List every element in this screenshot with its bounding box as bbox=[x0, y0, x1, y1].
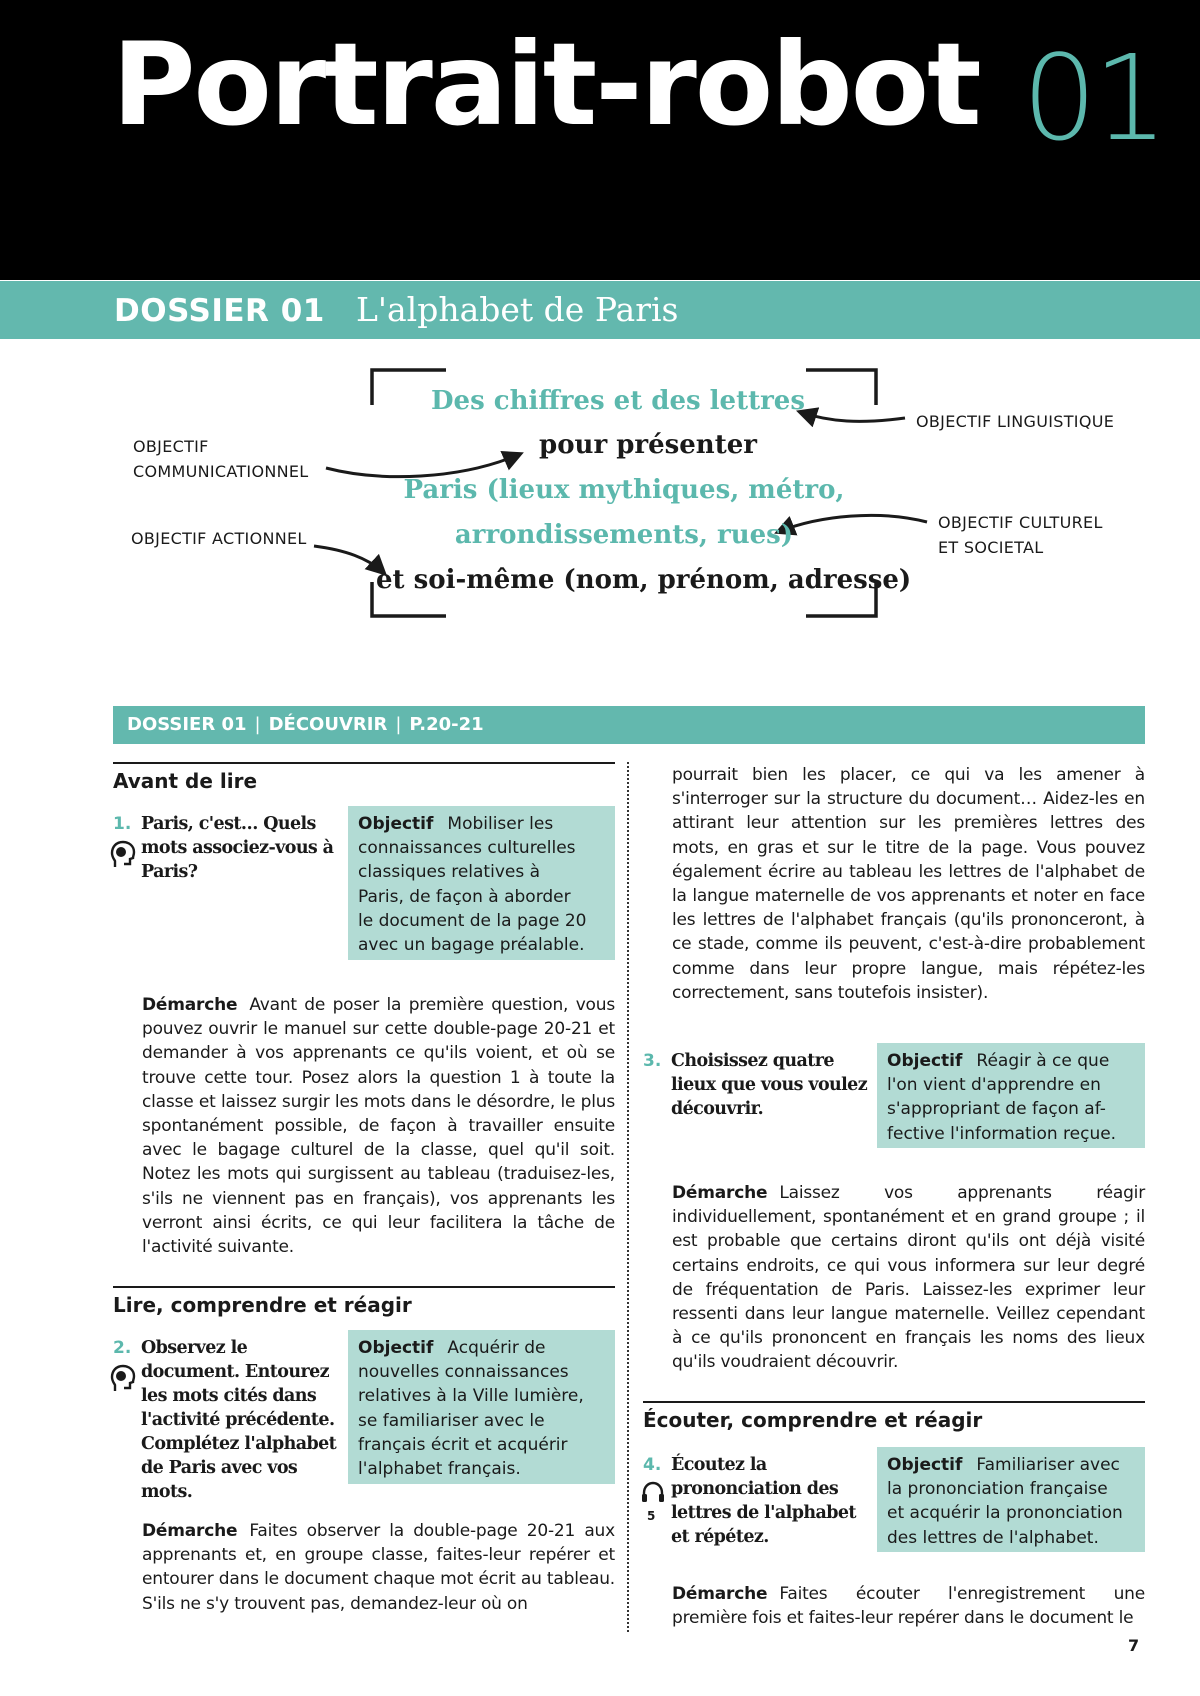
section-breadcrumb bbox=[127, 714, 484, 736]
headphones-icon bbox=[639, 1479, 667, 1507]
objective-actional: OBJECTIF ACTIONNEL bbox=[131, 529, 307, 548]
section-band bbox=[113, 706, 1145, 744]
demarche-text: Avant de poser la première question, vous pouvez ouvrir le manuel sur cette double-page 20-21 et demander à vos apprenants ce qu'ils voient, et où se trouve cette tour. Posez alors la question 1 à toute la classe et laissez surgir les mots dans le désordre, le plus spontanément possible, de façon à travailler ensuite avec le bagage culturel de la classe, quel qu'il soit. Notez les mots qui surgissent au tableau (traduisez-les, s'ils ne viennent pas en français), vos apprenants les verront ainsi écrits, ce qui leur facilitera la tâche de l'activité suivante. bbox=[142, 995, 615, 1258]
objective-cultural-line2: ET SOCIETAL bbox=[938, 538, 1044, 557]
activity-1 bbox=[113, 812, 343, 912]
page-title: Portrait-robot bbox=[112, 18, 980, 151]
objective-text: des lettres de l'alphabet. bbox=[887, 1527, 1099, 1548]
continued-paragraph: pourrait bien les placer, ce qui va les amener à s'interroger sur la structure du document… Aidez-les en attirant leur attention sur les premières lettres des mots, en gras et sur le titre de la page. Vous pouvez également écrire au tableau les lettres de l'alphabet de la langue maternelle de vos apprenants et noter en face les lettres de l'alphabet français (qu'ils prononceront, à ce stade, comme ils peuvent, c'est-à-dire probablement comme dans leur propre langue, mais répétez-les correctement, sans toutefois insister). bbox=[672, 765, 1145, 1003]
activity-number: 4. bbox=[643, 1455, 662, 1475]
diagram-line-1: Des chiffres et des lettres bbox=[431, 386, 805, 416]
activity-number: 1. bbox=[113, 814, 132, 834]
speaking-head-icon bbox=[109, 840, 137, 868]
objectives-diagram bbox=[0, 360, 1200, 630]
demarche-text: Faites écouter l'enregistrement une première fois et faites-leur repérer dans le document le bbox=[672, 1584, 1145, 1629]
question-line: Complétez l'alphabet bbox=[141, 1434, 337, 1454]
objective-box-1 bbox=[348, 806, 615, 960]
question-line: Paris, c'est… Quels bbox=[141, 814, 316, 834]
objective-text: l'alphabet français. bbox=[358, 1459, 521, 1480]
diagram-line-5: et soi-même (nom, prénom, adresse) bbox=[376, 565, 912, 595]
question-line: Paris? bbox=[141, 862, 198, 882]
question-line: prononciation des bbox=[671, 1479, 839, 1499]
question-line: Choisissez quatre bbox=[671, 1051, 834, 1071]
objective-text: Familiariser avec bbox=[976, 1455, 1120, 1475]
activity-question bbox=[141, 812, 333, 884]
question-line: document. Entourez bbox=[141, 1362, 329, 1382]
question-line: lettres de l'alphabet bbox=[671, 1503, 856, 1523]
diagram-line-2: pour présenter bbox=[539, 430, 757, 460]
objective-text: nouvelles connaissances bbox=[358, 1362, 569, 1383]
objective-text: classiques relatives à bbox=[358, 862, 541, 883]
dossier-band bbox=[0, 281, 1200, 339]
question-line: de Paris avec vos mots. bbox=[141, 1458, 298, 1502]
section-pages: P.20-21 bbox=[409, 714, 484, 735]
activity-number: 3. bbox=[643, 1051, 662, 1071]
demarche-text: Faites observer la double-page 20-21 aux apprenants et, en groupe classe, faites-leur repérer et entourer dans le document chaque mot écrit au tableau. S'ils ne s'y trouvent pas, demandez-leur où on bbox=[142, 1521, 615, 1614]
heading-avant-de-lire: Avant de lire bbox=[113, 762, 615, 794]
diagram-line-4: arrondissements, rues) bbox=[454, 520, 794, 550]
objective-label: Objectif bbox=[358, 814, 434, 834]
demarche-2 bbox=[142, 1519, 615, 1616]
objective-text: Mobiliser les bbox=[447, 814, 554, 834]
column-divider bbox=[627, 762, 629, 1632]
objective-cultural bbox=[938, 510, 1103, 560]
activity-number: 2. bbox=[113, 1338, 132, 1358]
question-line: lieux que vous voulez bbox=[671, 1075, 868, 1095]
question-line: Observez le bbox=[141, 1338, 248, 1358]
demarche-label: Démarche bbox=[142, 1521, 238, 1541]
objective-label: Objectif bbox=[887, 1051, 963, 1071]
demarche-label: Démarche bbox=[142, 995, 238, 1015]
objective-text: connaissances culturelles bbox=[358, 838, 576, 859]
objective-text: le document de la page 20 bbox=[358, 910, 587, 931]
dossier-label: DOSSIER 01 bbox=[114, 293, 325, 329]
demarche-label: Démarche bbox=[672, 1584, 768, 1604]
objective-label: Objectif bbox=[358, 1338, 434, 1358]
heading-lire-comprendre: Lire, comprendre et réagir bbox=[113, 1286, 615, 1318]
activity-question bbox=[671, 1049, 867, 1121]
demarche-4 bbox=[672, 1582, 1145, 1630]
demarche-3 bbox=[672, 1181, 1145, 1375]
objective-text: et acquérir la prononciation bbox=[887, 1503, 1123, 1524]
objective-text: Paris, de façon à aborder bbox=[358, 886, 571, 907]
objective-text: français écrit et acquérir bbox=[358, 1434, 568, 1455]
demarche-text: Laissez vos apprenants réagir individuellement, spontanément et en grand groupe ; il est probable que certains diront qu'ils ont déjà visité certains endroits, ce qui vous informera sur leur degré de fréquentation de Paris. Laissez-les exprimer leur ressenti dans leur langue maternelle. Veillez cependant à ce qu'ils prononcent en français les noms des lieux qu'ils voudraient découvrir. bbox=[672, 1183, 1145, 1373]
chapter-number: 01 bbox=[1022, 29, 1165, 167]
heading-ecouter-comprendre: Écouter, comprendre et réagir bbox=[643, 1401, 1145, 1433]
objective-text: relatives à la Ville lumière, bbox=[358, 1386, 584, 1407]
diagram-line-3: Paris (lieux mythiques, métro, bbox=[403, 475, 845, 505]
section-separator: | bbox=[254, 714, 261, 735]
objective-communicational-line2: COMMUNICATIONNEL bbox=[133, 462, 309, 481]
demarche-label: Démarche bbox=[672, 1183, 768, 1203]
page-number: 7 bbox=[1128, 1636, 1140, 1655]
question-line: les mots cités dans bbox=[141, 1386, 317, 1406]
activity-3 bbox=[643, 1049, 873, 1129]
section-dossier: DOSSIER 01 bbox=[127, 714, 247, 735]
objective-text: avec un bagage préalable. bbox=[358, 935, 585, 956]
question-line: découvrir. bbox=[671, 1099, 764, 1119]
question-line: et répétez. bbox=[671, 1527, 769, 1547]
objective-linguistic: OBJECTIF LINGUISTIQUE bbox=[916, 412, 1115, 431]
objective-text: fective l'information reçue. bbox=[887, 1123, 1117, 1144]
objective-text: s'appropriant de façon af- bbox=[887, 1099, 1106, 1120]
objective-cultural-line1: OBJECTIF CULTUREL bbox=[938, 513, 1103, 532]
objective-text: se familiariser avec le bbox=[358, 1410, 545, 1431]
question-line: l'activité précédente. bbox=[141, 1410, 335, 1430]
activity-4 bbox=[643, 1453, 873, 1553]
objective-box-3 bbox=[877, 1043, 1145, 1148]
objective-box-2 bbox=[348, 1330, 615, 1484]
objective-communicational bbox=[133, 434, 309, 484]
objective-label: Objectif bbox=[887, 1455, 963, 1475]
question-line: mots associez-vous à bbox=[141, 838, 334, 858]
objective-box-4 bbox=[877, 1447, 1145, 1552]
objective-communicational-line1: OBJECTIF bbox=[133, 437, 209, 456]
section-separator: | bbox=[395, 714, 402, 735]
section-part: DÉCOUVRIR bbox=[268, 714, 388, 735]
objective-text: l'on vient d'apprendre en bbox=[887, 1075, 1101, 1096]
dossier-subtitle: L'alphabet de Paris bbox=[356, 290, 679, 329]
objective-text: Acquérir de bbox=[447, 1338, 546, 1358]
title-band bbox=[0, 0, 1200, 280]
activity-2 bbox=[113, 1336, 343, 1502]
speaking-head-icon bbox=[109, 1364, 137, 1392]
question-line: Écoutez la bbox=[671, 1455, 767, 1475]
demarche-1 bbox=[142, 993, 615, 1259]
objective-text: Réagir à ce que bbox=[976, 1051, 1110, 1071]
activity-question bbox=[671, 1453, 856, 1549]
activity-question bbox=[141, 1336, 343, 1504]
audio-track-number: 5 bbox=[647, 1509, 656, 1523]
objective-text: la prononciation française bbox=[887, 1479, 1108, 1500]
